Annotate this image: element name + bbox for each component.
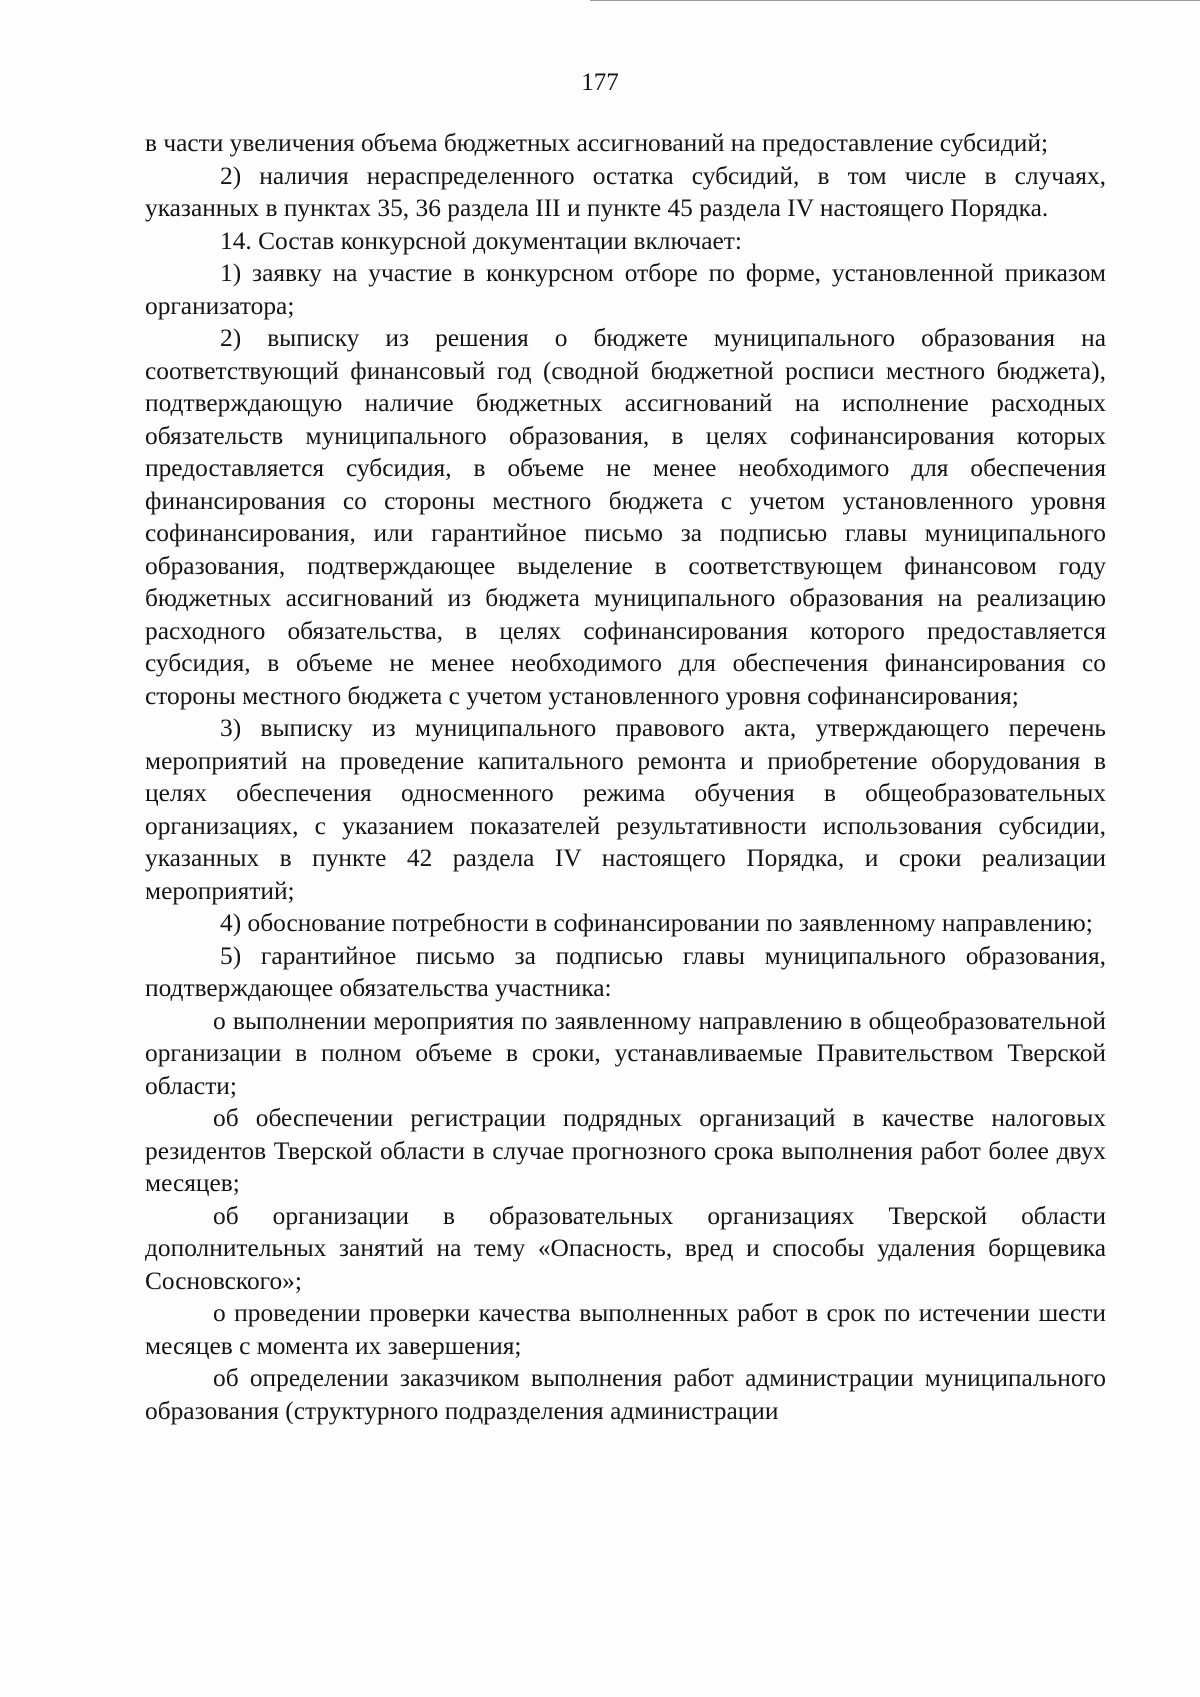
document-body [145,127,1106,1427]
page-number: 177 [581,69,619,96]
paragraph-14-item-1: 1) заявку на участие в конкурсном отборе по форме, установленной приказом организатора; [145,259,1106,320]
obligation-execution: о выполнении мероприятия по заявленному направлению в общеобразовательной организации в полном объеме в сроки, устанавливаемые Правительством Тверской области; [145,1006,1106,1100]
paragraph-14-item-5: 5) гарантийное письмо за подписью главы муниципального образования, подтверждающее обязательства участника: [145,941,1106,1002]
obligation-registration: об обеспечении регистрации подрядных организаций в качестве налоговых резидентов Тверской области в случае прогнозного срока выполнения работ более двух месяцев; [145,1104,1106,1197]
paragraph-continuation: в части увеличения объема бюджетных ассигнований на предоставление субсидий; [145,129,1049,157]
obligation-classes: об организации в образовательных организациях Тверской области дополнительных занятий на тему «Опасность, вред и способы удаления борщевика Сосновского»; [145,1201,1106,1295]
scan-edge-line [590,0,1200,1]
obligation-quality-check: о проведении проверки качества выполненных работ в срок по истечении шести месяцев с момента их завершения; [145,1299,1106,1360]
obligation-customer: об определении заказчиком выполнения работ администрации муниципального образования (структурного подразделения администрации [145,1364,1106,1425]
paragraph-14-item-4: 4) обоснование потребности в софинансировании по заявленному направлению; [220,909,1093,937]
paragraph-item-2: 2) наличия нераспределенного остатка субсидий, в том числе в случаях, указанных в пунктах 35, 36 раздела III и пункте 45 раздела IV настоящего Порядка. [145,161,1106,222]
paragraph-14-heading: 14. Состав конкурсной документации включает: [220,226,742,255]
paragraph-14-item-3: 3) выписку из муниципального правового акта, утверждающего перечень мероприятий на проведение капитального ремонта и приобретение оборудования в целях обеспечения односменного режима обучения в общеобразовательных организациях, с указанием показателей результативности использования субсидии, указанных в пункте 42 раздела IV настоящего Порядка, и сроки реализации мероприятий; [145,714,1106,905]
paragraph-14-item-2: 2) выписку из решения о бюджете муниципального образования на соответствующий финансовый год (сводной бюджетной росписи местного бюджета), подтверждающую наличие бюджетных ассигнований на исполнение расходных обязательств муниципального образования, в целях софинансирования которых предоставляется субсидия, в объеме не менее необходимого для обеспечения финансирования со стороны местного бюджета с учетом установленного уровня софинансирования, или гарантийное письмо за подписью главы муниципального образования, подтверждающее выделение в соответствующем финансовом году бюджетных ассигнований из бюджета муниципального образования на реализацию расходного обязательства, в целях софинансирования которого предоставляется субсидия, в объеме не менее необходимого для обеспечения финансирования со стороны местного бюджета с учетом установленного уровня софинансирования; [145,324,1106,710]
